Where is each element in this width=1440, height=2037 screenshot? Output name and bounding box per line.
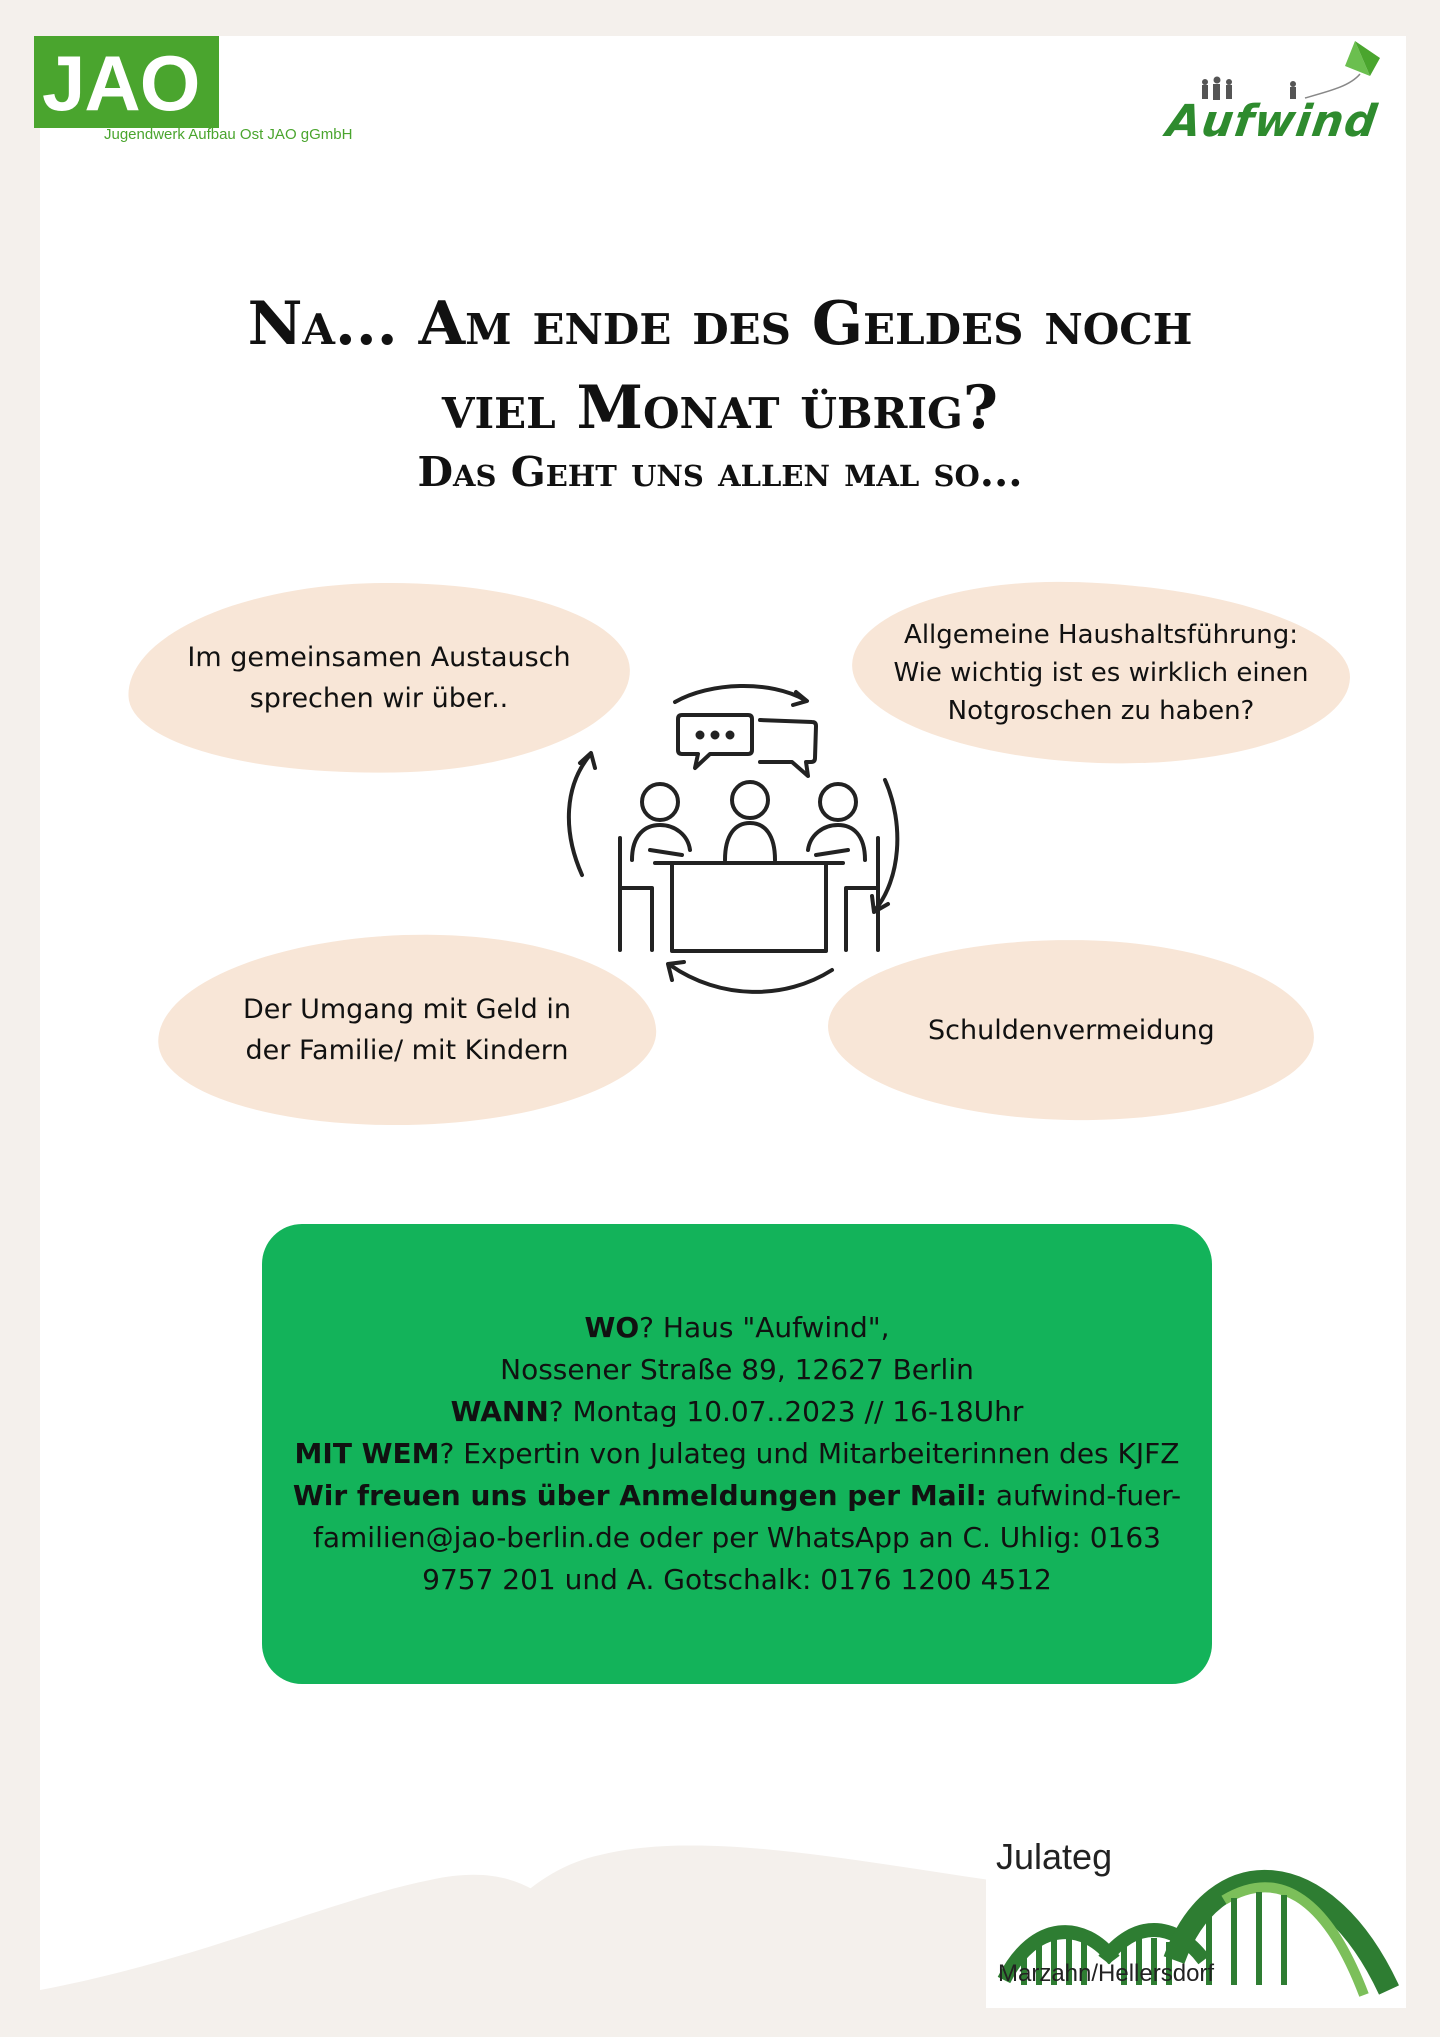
aufwind-logo-text: Aufwind — [1163, 96, 1381, 147]
event-with — [287, 1433, 1187, 1475]
topic-top-right-text: Allgemeine Haushaltsführung: Wie wichtig ist es wirklich einen Notgroschen zu haben? — [893, 620, 1309, 726]
event-where — [287, 1307, 1187, 1349]
event-registration — [287, 1475, 1187, 1601]
headline-line-1: Na... Am ende des Geldes noch — [247, 289, 1193, 359]
event-where-label: WO — [584, 1311, 640, 1344]
jao-logo-subtitle: Jugendwerk Aufbau Ost JAO gGmbH — [104, 126, 353, 143]
event-address: Nossener Straße 89, 12627 Berlin — [500, 1353, 974, 1386]
event-with-value: ? Expertin von Julateg und Mitarbeiterinnen des KJFZ — [439, 1437, 1180, 1470]
jao-logo — [34, 36, 384, 146]
topic-bottom-right-text: Schuldenvermeidung — [927, 1014, 1215, 1046]
headline-line-2: viel Monat übrig? — [441, 373, 999, 443]
event-registration-value: aufwind-fuer-familien@jao-berlin.de oder per WhatsApp an C. Uhlig: 0163 9757 201 und A. Gotschalk: 0176 1200 4512 — [313, 1479, 1182, 1596]
event-when — [287, 1391, 1187, 1433]
event-with-label: MIT WEM — [294, 1437, 440, 1470]
jao-logo-text: JAO — [42, 39, 200, 127]
event-registration-label: Wir freuen uns über Anmeldungen per Mail: — [292, 1479, 988, 1512]
topic-top-left-text: Im gemeinsamen Austausch sprechen wir über.. — [187, 642, 571, 714]
julateg-logo-title: Julateg — [996, 1836, 1113, 1877]
event-where-value: ? Haus "Aufwind", — [639, 1311, 890, 1344]
event-when-value: ? Montag 10.07..2023 // 16-18Uhr — [548, 1395, 1024, 1428]
topic-bottom-left-text: Der Umgang mit Geld in der Familie/ mit Kindern — [242, 994, 571, 1066]
event-when-label: WANN — [450, 1395, 549, 1428]
headline — [0, 282, 1440, 450]
julateg-logo — [986, 1820, 1406, 2008]
julateg-logo-subtitle: Marzahn/Hellersdorf — [998, 1960, 1215, 1987]
event-info-text — [287, 1307, 1187, 1601]
aufwind-logo — [1165, 36, 1407, 151]
meeting-table-icon — [560, 660, 940, 1010]
event-info-box — [262, 1224, 1212, 1684]
subheadline: Das Geht uns allen mal so... — [417, 448, 1023, 496]
